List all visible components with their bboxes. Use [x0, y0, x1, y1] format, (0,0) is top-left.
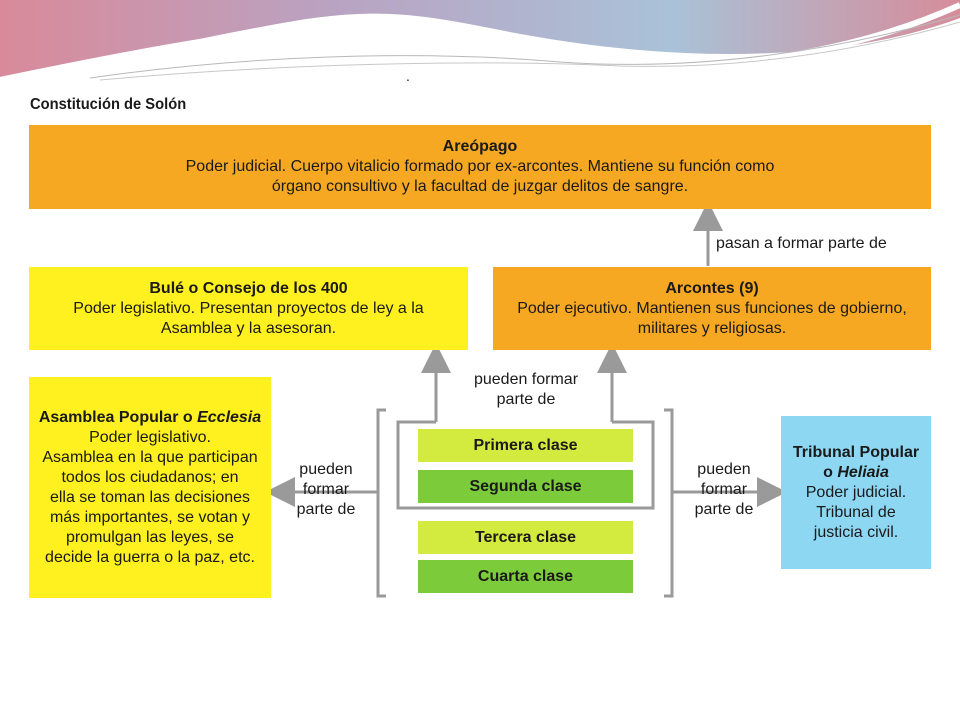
tribunal-line: Poder judicial.	[805, 483, 907, 501]
asamblea-heading-plain: Asamblea Popular o	[38, 408, 198, 426]
tribunal-heading-line2	[823, 463, 889, 483]
label-pueden-right-line3: parte de	[694, 501, 754, 518]
class-segunda: Segunda clase	[418, 470, 633, 503]
tribunal-heading-line1: Tribunal Popular	[792, 443, 920, 461]
outer-bracket-right	[664, 410, 672, 596]
label-pueden-left-line3: parte de	[296, 501, 356, 518]
areopago-box	[29, 125, 931, 209]
tribunal-line: justicia civil.	[813, 523, 899, 541]
bule-line2: Asamblea y la asesoran.	[160, 319, 337, 337]
asamblea-line: todos los ciudadanos; en	[61, 468, 239, 486]
tribunal-box	[781, 416, 931, 569]
arcontes-heading: Arcontes (9)	[665, 279, 759, 297]
areopago-line1: Poder judicial. Cuerpo vitalicio formado por ex-arcontes. Mantiene su función como	[185, 158, 775, 175]
page-title: Constitución de Solón	[30, 96, 187, 113]
asamblea-box	[29, 377, 271, 598]
label-pueden-left-line1: pueden	[299, 461, 353, 478]
label-pueden-right	[684, 460, 764, 520]
label-pueden-top-line2: parte de	[496, 391, 556, 408]
label-pueden-right-line1: pueden	[697, 461, 751, 478]
outer-bracket-left	[378, 410, 386, 596]
arcontes-line1: Poder ejecutivo. Mantienen sus funciones de gobierno,	[517, 299, 907, 317]
label-pueden-top	[456, 370, 596, 410]
bule-box	[29, 267, 468, 350]
asamblea-line: promulgan las leyes, se	[65, 528, 235, 546]
class-primera: Primera clase	[418, 429, 633, 462]
label-pueden-left	[286, 460, 366, 520]
label-pueden-right-line2: formar	[700, 481, 748, 498]
arcontes-box	[493, 267, 931, 350]
label-pueden-left-line2: formar	[302, 481, 350, 498]
class-tercera: Tercera clase	[418, 521, 633, 554]
asamblea-heading	[39, 408, 261, 428]
asamblea-line: más importantes, se votan y	[49, 508, 251, 526]
asamblea-line: Poder legislativo.	[89, 428, 211, 446]
bule-heading: Bulé o Consejo de los 400	[149, 279, 348, 297]
asamblea-line: decide la guerra o la paz, etc.	[45, 548, 255, 566]
decoration-dot: .	[406, 68, 410, 84]
label-pasan: pasan a formar parte de	[716, 235, 887, 252]
tribunal-heading-italic: Heliaia	[837, 463, 889, 481]
class-cuarta: Cuarta clase	[418, 560, 633, 593]
tribunal-line: Tribunal de	[816, 503, 896, 521]
arcontes-line2: militares y religiosas.	[637, 319, 787, 337]
areopago-line2: órgano consultivo y la facultad de juzgar delitos de sangre.	[271, 178, 689, 195]
asamblea-heading-italic: Ecclesia	[197, 408, 262, 426]
areopago-heading: Areópago	[442, 138, 518, 155]
asamblea-line: Asamblea en la que participan	[42, 448, 258, 466]
tribunal-heading-plain: o	[823, 463, 838, 481]
label-pueden-top-line1: pueden formar	[473, 371, 579, 388]
asamblea-line: ella se toman las decisiones	[49, 488, 251, 506]
bule-line1: Poder legislativo. Presentan proyectos de ley a la	[73, 299, 424, 317]
